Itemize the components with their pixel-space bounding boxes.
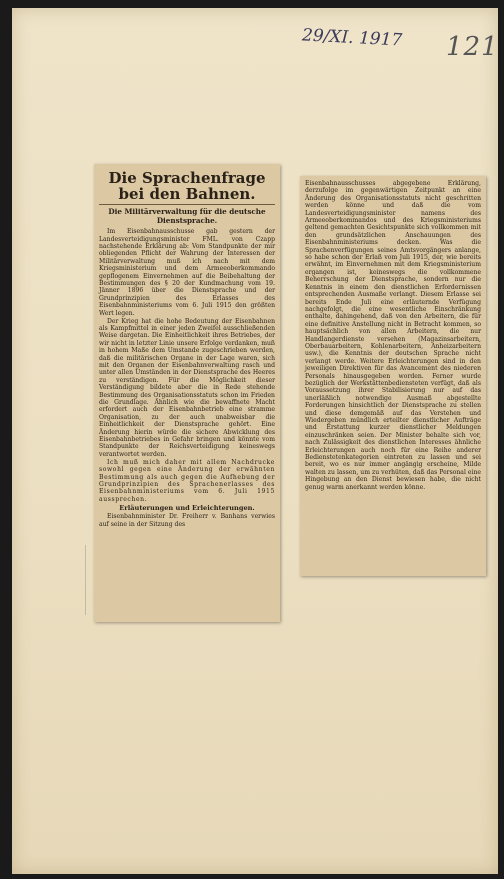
clipping-body-right xyxy=(305,180,481,491)
clipping-subheadline: Die Militärverwaltung für die deutsche Dienstsprache. xyxy=(108,207,266,225)
paragraph: Eisenbahnausschusses abgegebene Erklärung, derzufolge im gegenwärtigen Zeitpunkt an eine Änderung des Organisationsstatuts nicht geschritten werden könne und daß die vom Landesverteidigungsminister namens des Armeeoberkommandos und des Kriegsministeriums geltend gemachten Gesichtspunkte sich vollkommen mit den grundsätzlichen Anschauungen des Eisenbahnministeriums decken. Was die Sprachenverfügungen seines Amtsvorgängers anlange, so habe schon der Erlaß vom Juli 1915, der, wie bereits erwähnt, im Einvernehmen mit dem Kriegsministerium ergangen ist, keineswegs die vollkommene Beherrschung der Dienstsprache, sondern nur die Kenntnis in einem den dienstlichen Erfordernissen entsprechenden Ausmaße verlangt. Diesem Erlasse sei bereits Ende Juli eine erläuternde Verfügung nachgefolgt, die eine wesentliche Einschränkung enthalte, dahingehend, daß von den Arbeitern, die für eine definitive Anstellung nicht in Betracht kommen, so hauptsächlich von allen Arbeitern, die nur Handlangerdienste versehen (Magazinsarbeitern, Oberbauarbeitern, Kohlenarbeitern, Anheizarbeitern usw.), die Kenntnis der deutschen Sprache nicht verlangt werde. Weitere Erleichterungen sind in den jeweiligen Direktiven für das Avancement des niederen Personals hinausgegeben worden. Ferner wurde bezüglich der Werkstättenbediensteten verfügt, daß als Voraussetzung ihrer Stabilisierung nur auf das unerläßlich notwendige Ausmaß abgestellte Forderungen hinsichtlich der Dienstsprache zu stellen und diese demgemäß auf das Verstehen und Wiedergeben mündlich erteilter dienstlicher Aufträge und Erstattung kurzer dienstlicher Meldungen einzuschränken seien. Der Minister behalte sich vor, nach Zulässigkeit des dienstlichen Interesses ähnliche Erleichterungen auch noch für eine Reihe anderer Bedienstetenkategorien eintreten zu lassen und sei bereit, wo es nur immer angängig erscheine, Milde walten zu lassen, um zu verhüten, daß das Personal eine Hingebung an den Dienst bewiesen habe, die nicht genug warm anerkannt werden könne. xyxy=(305,180,481,491)
newspaper-clipping-left xyxy=(94,164,280,622)
section-heading: Erläuterungen und Erleichterungen. xyxy=(119,504,255,513)
pencil-margin-mark xyxy=(85,545,90,615)
handwritten-folio-number: 121 xyxy=(446,32,499,62)
paragraph: Eisenbahnminister Dr. Freiherr v. Banhans verwies auf seine in der Sitzung des xyxy=(99,513,275,528)
paragraph: Im Eisenbahnausschusse gab gestern der Landesverteidigungsminister FML. von Czapp nachstehende Erklärung ab: Vom Standpunkte der mir obliegenden Pflicht der Wahrung der Interessen der Militärverwaltung muß ich nach mit dem Kriegsministerium und dem Armeeoberkommando gepflogenem Einvernehmen auf die Beibehaltung der Bestimmungen des § 20 der Kundmachung vom 19. Jänner 1896 über die Dienstsprache und der Grundprinzipien des Erlasses des Eisenbahnministeriums vom 6. Juli 1915 den größten Wert legen. xyxy=(99,228,275,317)
clipping-body-left xyxy=(99,228,275,528)
newspaper-clipping-right xyxy=(300,176,486,576)
paragraph: Ich muß mich daher mit allem Nachdrucke sowohl gegen eine Änderung der erwähnten Bestimmung als auch gegen die Aufhebung der Grundprinzipien des Sprachenerlasses des Eisenbahnministeriums vom 6. Juli 1915 aussprechen. xyxy=(99,458,275,503)
handwritten-date: 29/XI. 1917 xyxy=(301,25,403,51)
paragraph: Der Krieg hat die hohe Bedeutung der Eisenbahnen als Kampfmittel in einer jeden Zweifel ausschließenden Weise dargetan. Die Einheitlichkeit ihres Betriebes, der wir nicht in letzter Linie unsere Erfolge verdanken, muß in hohem Maße dem Umstande zugeschrieben werden, daß die militärischen Organe in der Lage waren, sich mit den Organen der Eisenbahnverwaltung rasch und unter allen Umständen in der Dienstsprache des Heeres zu verständigen. Für die Möglichkeit dieser Verständigung bildete aber die in Rede stehende Bestimmung des Organisationsstatuts schon im Frieden die Grundlage. Ähnlich wie die bewaffnete Macht erfordert auch der Eisenbahnbetrieb eine stramme Organisation, zu der auch unabweisbar die Einheitlichkeit der Dienstsprache gehört. Eine Änderung hierin würde die sichere Abwicklung des Eisenbahnbetriebes in Gefahr bringen und könnte vom Standpunkte der Reichsverteidigung keineswegs verantwortet werden. xyxy=(99,317,275,458)
clipping-headline: Die Sprachenfrage bei den Bahnen. xyxy=(99,170,275,205)
